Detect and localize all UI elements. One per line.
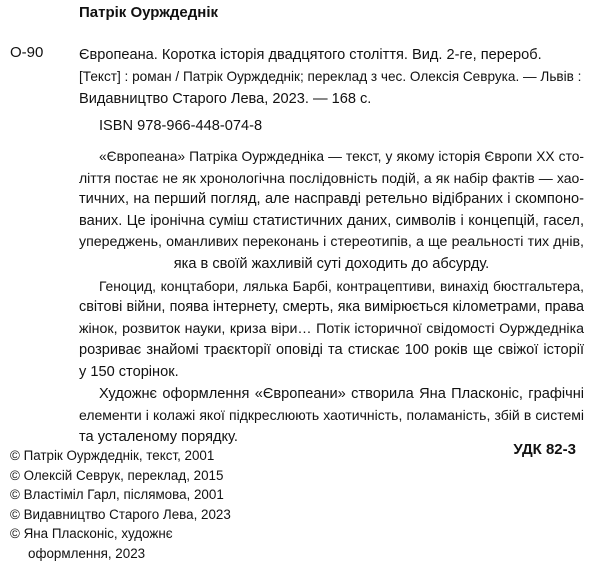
annotation-line: розриває знайомі траєкторії оповіді та стискає 100 років ще свіжої історії [79, 340, 584, 362]
annotation-line: «Європеана» Патріка Оурждедніка — текст, у якому історія Європи XX сто- [79, 146, 584, 168]
annotation [79, 146, 584, 448]
copyright-text: © Властіміл Гарл, післямова, 2001 [10, 485, 231, 505]
copyright-text: оформлення, 2023 [10, 544, 231, 563]
annotation-line: Художнє оформлення «Європеани» створила Яна Пласконіс, графічні [79, 384, 584, 406]
bibliographic-line: Видавництво Старого Лева, 2023. — 168 с. [79, 88, 584, 110]
copyright-line [10, 446, 231, 466]
udk-code: УДК 82-3 [513, 441, 576, 458]
copyright-text: © Яна Пласконіс, художнє [10, 524, 231, 544]
annotation-line: ваних. Це іронічна суміш статистичних даних, символів і концепцій, гасел, [79, 211, 584, 233]
annotation-line: тичних, на перший погляд, але насправді ретельно відібраних і скомпоно- [79, 189, 584, 211]
bibliographic-record [79, 44, 584, 110]
copyright-line [10, 485, 231, 505]
annotation-line: Геноцид, концтабори, лялька Барбі, контрацептиви, винахід бюстгальтера, [79, 276, 584, 298]
bibliographic-line: Європеана. Коротка історія двадцятого століття. Вид. 2-ге, перероб. [79, 44, 584, 66]
copyright-line [10, 466, 231, 486]
annotation-line: та усталеному порядку. [79, 427, 584, 449]
copyright-text: © Олексій Севрук, переклад, 2015 [10, 466, 231, 486]
annotation-line: у 150 сторінок. [79, 362, 584, 384]
copyright-text: © Видавництво Старого Лева, 2023 [10, 505, 231, 525]
author-heading: Патрік Оурждеднік [79, 4, 218, 21]
cutter-code: О-90 [10, 44, 43, 61]
annotation-line: ліття постає не як хронологічна послідовність подій, а як набір фактів — хао- [79, 168, 584, 190]
annotation-paragraph [79, 384, 584, 449]
annotation-line: світові війни, поява інтернету, смерть, яка вимірюється кілометрами, права [79, 297, 584, 319]
annotation-line: елементи і колажі якої підкреслюють хаотичність, поламаність, збій в системі [79, 405, 584, 427]
annotation-paragraph [79, 276, 584, 384]
annotation-line: жінок, розвиток науки, криза віри… Потік історичної свідомості Оурждедніка [79, 319, 584, 341]
annotation-paragraph [79, 146, 584, 276]
isbn: ISBN 978-966-448-074-8 [99, 118, 262, 134]
copyright-list [10, 446, 231, 563]
copyright-line [10, 524, 231, 563]
annotation-line: упереджень, оманливих переконань і стереотипів, а ще реальності тих днів, [79, 232, 584, 254]
copyright-text: © Патрік Оурждеднік, текст, 2001 [10, 446, 231, 466]
annotation-line: яка в своїй жахливій суті доходить до абсурду. [79, 254, 584, 276]
copyright-line [10, 505, 231, 525]
bibliographic-line: [Текст] : роман / Патрік Оурждеднік; переклад з чес. Олексія Севрука. — Львів : [79, 66, 584, 88]
